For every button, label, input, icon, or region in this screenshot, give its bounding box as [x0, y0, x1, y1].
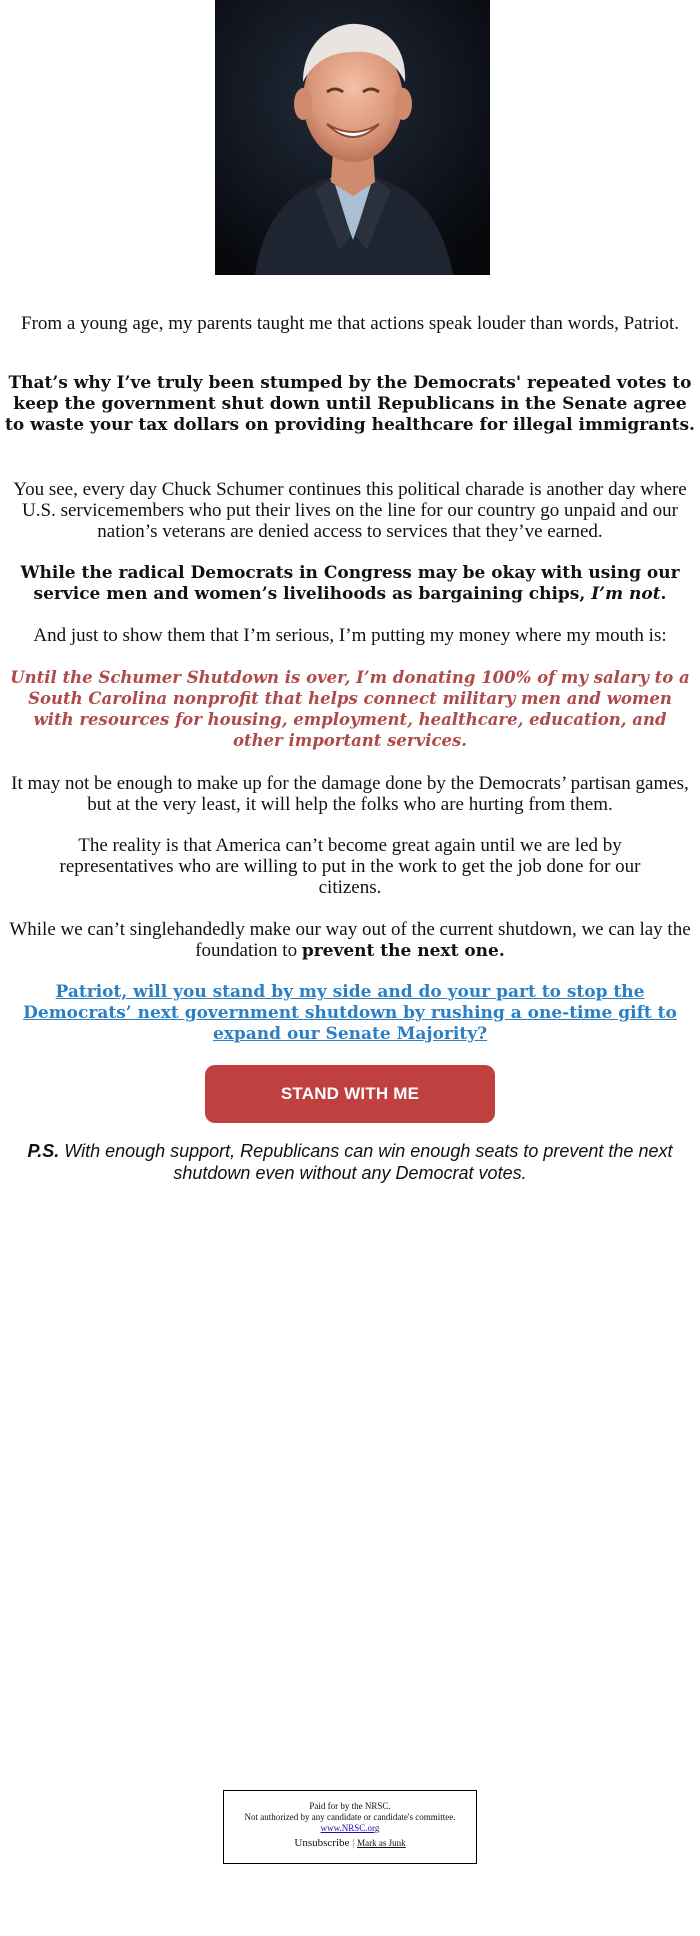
- unsubscribe-link[interactable]: Unsubscribe: [294, 1837, 350, 1849]
- paid-for-text: Paid for by the NRSC.: [309, 1801, 391, 1811]
- intro-paragraph: From a young age, my parents taught me that actions speak louder than words, Patriot.: [21, 313, 679, 334]
- radical-period: .: [660, 584, 667, 604]
- foundation-paragraph: [0, 919, 700, 962]
- radical-paragraph: [0, 563, 700, 605]
- ps-paragraph: [0, 1140, 700, 1184]
- email-footer: [223, 1790, 477, 1864]
- radical-text: While the radical Democrats in Congress may be okay with using our service men and women’s livelihoods as bargaining chips,: [20, 563, 680, 604]
- portrait-illustration: [215, 0, 490, 275]
- damage-paragraph: It may not be enough to make up for the damage done by the Democrats’ partisan games, but at the very least, it will help the folks who are hurting from them.: [11, 773, 689, 815]
- serious-paragraph: And just to show them that I’m serious, I’m putting my money where my mouth is:: [33, 625, 667, 646]
- nrsc-site-link[interactable]: www.NRSC.org: [320, 1823, 380, 1833]
- disclaimer-text: Not authorized by any candidate or candidate's committee.: [244, 1812, 456, 1822]
- radical-emphasis: I’m not: [591, 584, 661, 604]
- header-photo: [215, 0, 490, 275]
- pledge-paragraph: Until the Schumer Shutdown is over, I’m donating 100% of my salary to a South Carolina nonprofit that helps connect military men and women with resources for housing, employment, healthcare, education, and other important services.: [10, 668, 690, 750]
- stand-with-me-button[interactable]: STAND WITH ME: [205, 1065, 495, 1123]
- donation-ask-link[interactable]: Patriot, will you stand by my side and do your part to stop the Democrats’ next government shutdown by rushing a one-time gift to expand our Senate Majority?: [23, 982, 677, 1044]
- stumped-paragraph: That’s why I’ve truly been stumped by the Democrats' repeated votes to keep the government shut down until Republicans in the Senate agree to waste your tax dollars on providing healthcare for illegal immigrants.: [5, 373, 695, 435]
- footer-separator: |: [352, 1837, 355, 1849]
- reality-paragraph: The reality is that America can’t become great again until we are led by representatives who are willing to put in the work to get the job done for our citizens.: [59, 835, 641, 898]
- charade-paragraph: You see, every day Chuck Schumer continues this political charade is another day where U.S. servicemembers who put their lives on the line for our country go unpaid and our nation’s veterans are denied access to services that they’ve earned.: [13, 479, 687, 542]
- mark-as-junk-link[interactable]: Mark as Junk: [357, 1838, 406, 1848]
- ps-text: With enough support, Republicans can win enough seats to prevent the next shutdown even without any Democrat votes.: [59, 1141, 673, 1183]
- foundation-text: While we can’t singlehandedly make our way out of the current shutdown, we can lay the foundation to: [9, 919, 691, 961]
- ps-label: P.S.: [27, 1141, 60, 1161]
- foundation-bold: prevent the next one.: [301, 941, 505, 961]
